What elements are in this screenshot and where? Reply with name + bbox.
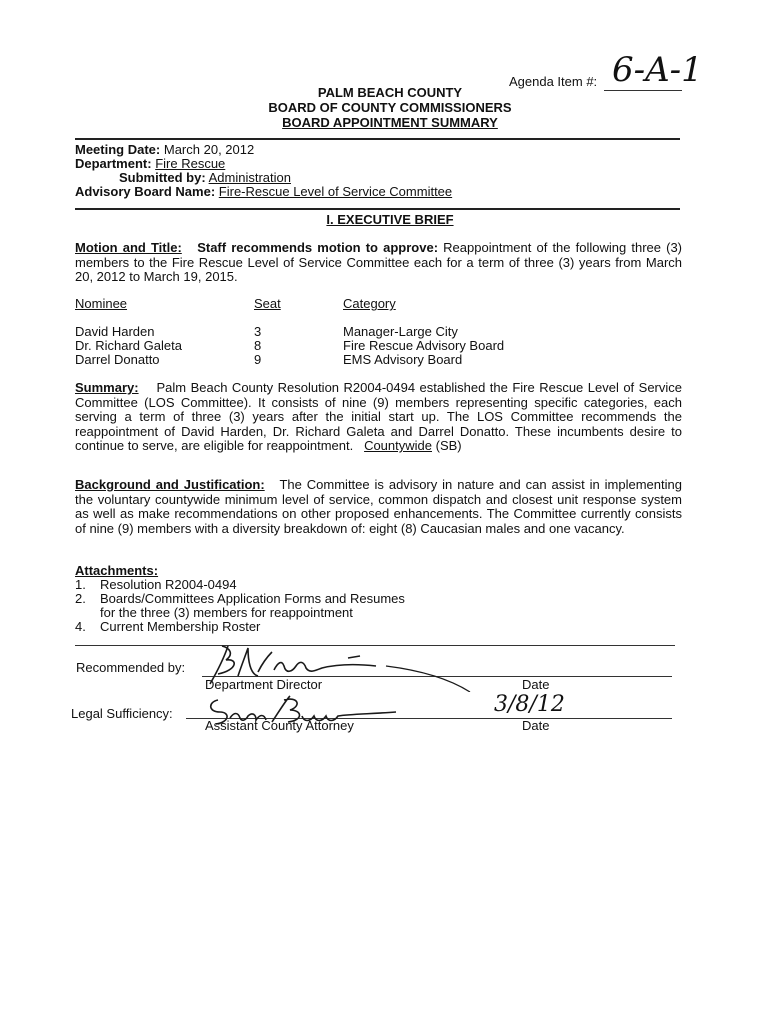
meeting-date-label: Meeting Date xyxy=(75,142,156,157)
motion-label: Motion and Title: xyxy=(75,240,182,255)
background-text: The Committee is advisory in nature and can assist in implementing the voluntary countywide minimum level of service, common dispatch and closest unit response system as well as make recommendations on other proposed enhancements. The Committee currently consists of nine (9) members with a diversity breakdown of: eight (8) Caucasian males and one vacancy. xyxy=(75,477,682,536)
submitted-value: Administration xyxy=(208,170,291,185)
department-value: Fire Rescue xyxy=(155,156,226,171)
header-seat: Seat xyxy=(254,296,281,311)
attachments-label: Attachments: xyxy=(75,563,159,578)
date-label-director: Date xyxy=(522,677,550,692)
background-label: Background and Justification: xyxy=(75,477,265,492)
nominee-name: Dr. Richard Galeta xyxy=(75,338,182,353)
department-director-label: Department Director xyxy=(205,677,323,692)
header-nominee: Nominee xyxy=(75,296,128,311)
countywide-tag: Countywide xyxy=(364,438,432,453)
nominee-category: Fire Rescue Advisory Board xyxy=(343,338,505,353)
motion-text: Reappointment of the following three (3) members to the Fire Rescue Level of Service Committee each for a term of three (3) years from March 20, 2012 to March 19, 2015. xyxy=(75,240,683,284)
board-name: BOARD OF COUNTY COMMISSIONERS xyxy=(268,100,512,115)
summary-paragraph xyxy=(75,381,682,454)
attachment-number: 4. xyxy=(75,619,86,634)
attachment-number: 1. xyxy=(75,577,86,592)
assistant-attorney-label: Assistant County Attorney xyxy=(205,718,354,733)
nominee-seat: 9 xyxy=(254,352,262,367)
submitted-line: Submitted by: Administration xyxy=(119,170,291,185)
section-title: I. EXECUTIVE BRIEF xyxy=(326,212,454,227)
attachment-text: Current Membership Roster xyxy=(100,619,261,634)
motion-paragraph xyxy=(75,241,682,285)
attachment-text: Resolution R2004-0494 xyxy=(100,577,237,592)
background-paragraph xyxy=(75,478,682,536)
nominee-category: Manager-Large City xyxy=(343,324,458,339)
nominee-seat: 3 xyxy=(254,324,262,339)
advisory-value: Fire-Rescue Level of Service Committee xyxy=(218,184,453,199)
meeting-date-line: Meeting Date: March 20, 2012 xyxy=(75,142,255,157)
county-name: PALM BEACH COUNTY xyxy=(317,85,463,100)
advisory-line xyxy=(75,185,452,199)
motion-lead: Staff recommends motion to approve: xyxy=(197,240,439,255)
agenda-item-number: 6-A-1 xyxy=(612,50,703,90)
summary-initials: (SB) xyxy=(435,438,462,453)
submitted-label: Submitted by xyxy=(119,170,202,185)
recommended-label: Recommended by: xyxy=(76,660,186,675)
divider-brief xyxy=(75,208,680,210)
summary-label: Summary: xyxy=(75,380,139,395)
nominee-name: Darrel Donatto xyxy=(75,352,160,367)
divider-top xyxy=(75,138,680,140)
summary-title: BOARD APPOINTMENT SUMMARY xyxy=(282,115,498,130)
date-label-legal: Date xyxy=(522,718,550,733)
header-category: Category xyxy=(343,296,396,311)
summary-text: Palm Beach County Resolution R2004-0494 established the Fire Rescue Level of Service Committee (LOS Committee). It consists of nine (9) members representing specific categories, each serving a term of three (3) years after the initial start up. The LOS Committee recommends the reappointment of David Harden, Dr. Richard Galeta and Darrel Donatto. These incumbents desire to continue to serve, are eligible for reappointment. xyxy=(75,380,682,453)
legal-sufficiency-label: Legal Sufficiency: xyxy=(71,706,173,721)
meeting-date-value: March 20, 2012 xyxy=(163,142,255,157)
department-label: Department: xyxy=(75,156,152,171)
department-line xyxy=(75,157,225,171)
nominee-seat: 8 xyxy=(254,338,262,353)
attachment-text: Boards/Committees Application Forms and Resumes xyxy=(100,591,405,606)
legal-date-value: 3/8/12 xyxy=(494,692,565,717)
nominee-name: David Harden xyxy=(75,324,155,339)
advisory-label: Advisory Board Name: xyxy=(75,184,216,199)
attachment-number: 2. xyxy=(75,591,86,606)
nominee-category: EMS Advisory Board xyxy=(343,352,463,367)
attachment-text: for the three (3) members for reappointment xyxy=(100,605,353,620)
agenda-item-label: Agenda Item #: xyxy=(509,74,598,89)
